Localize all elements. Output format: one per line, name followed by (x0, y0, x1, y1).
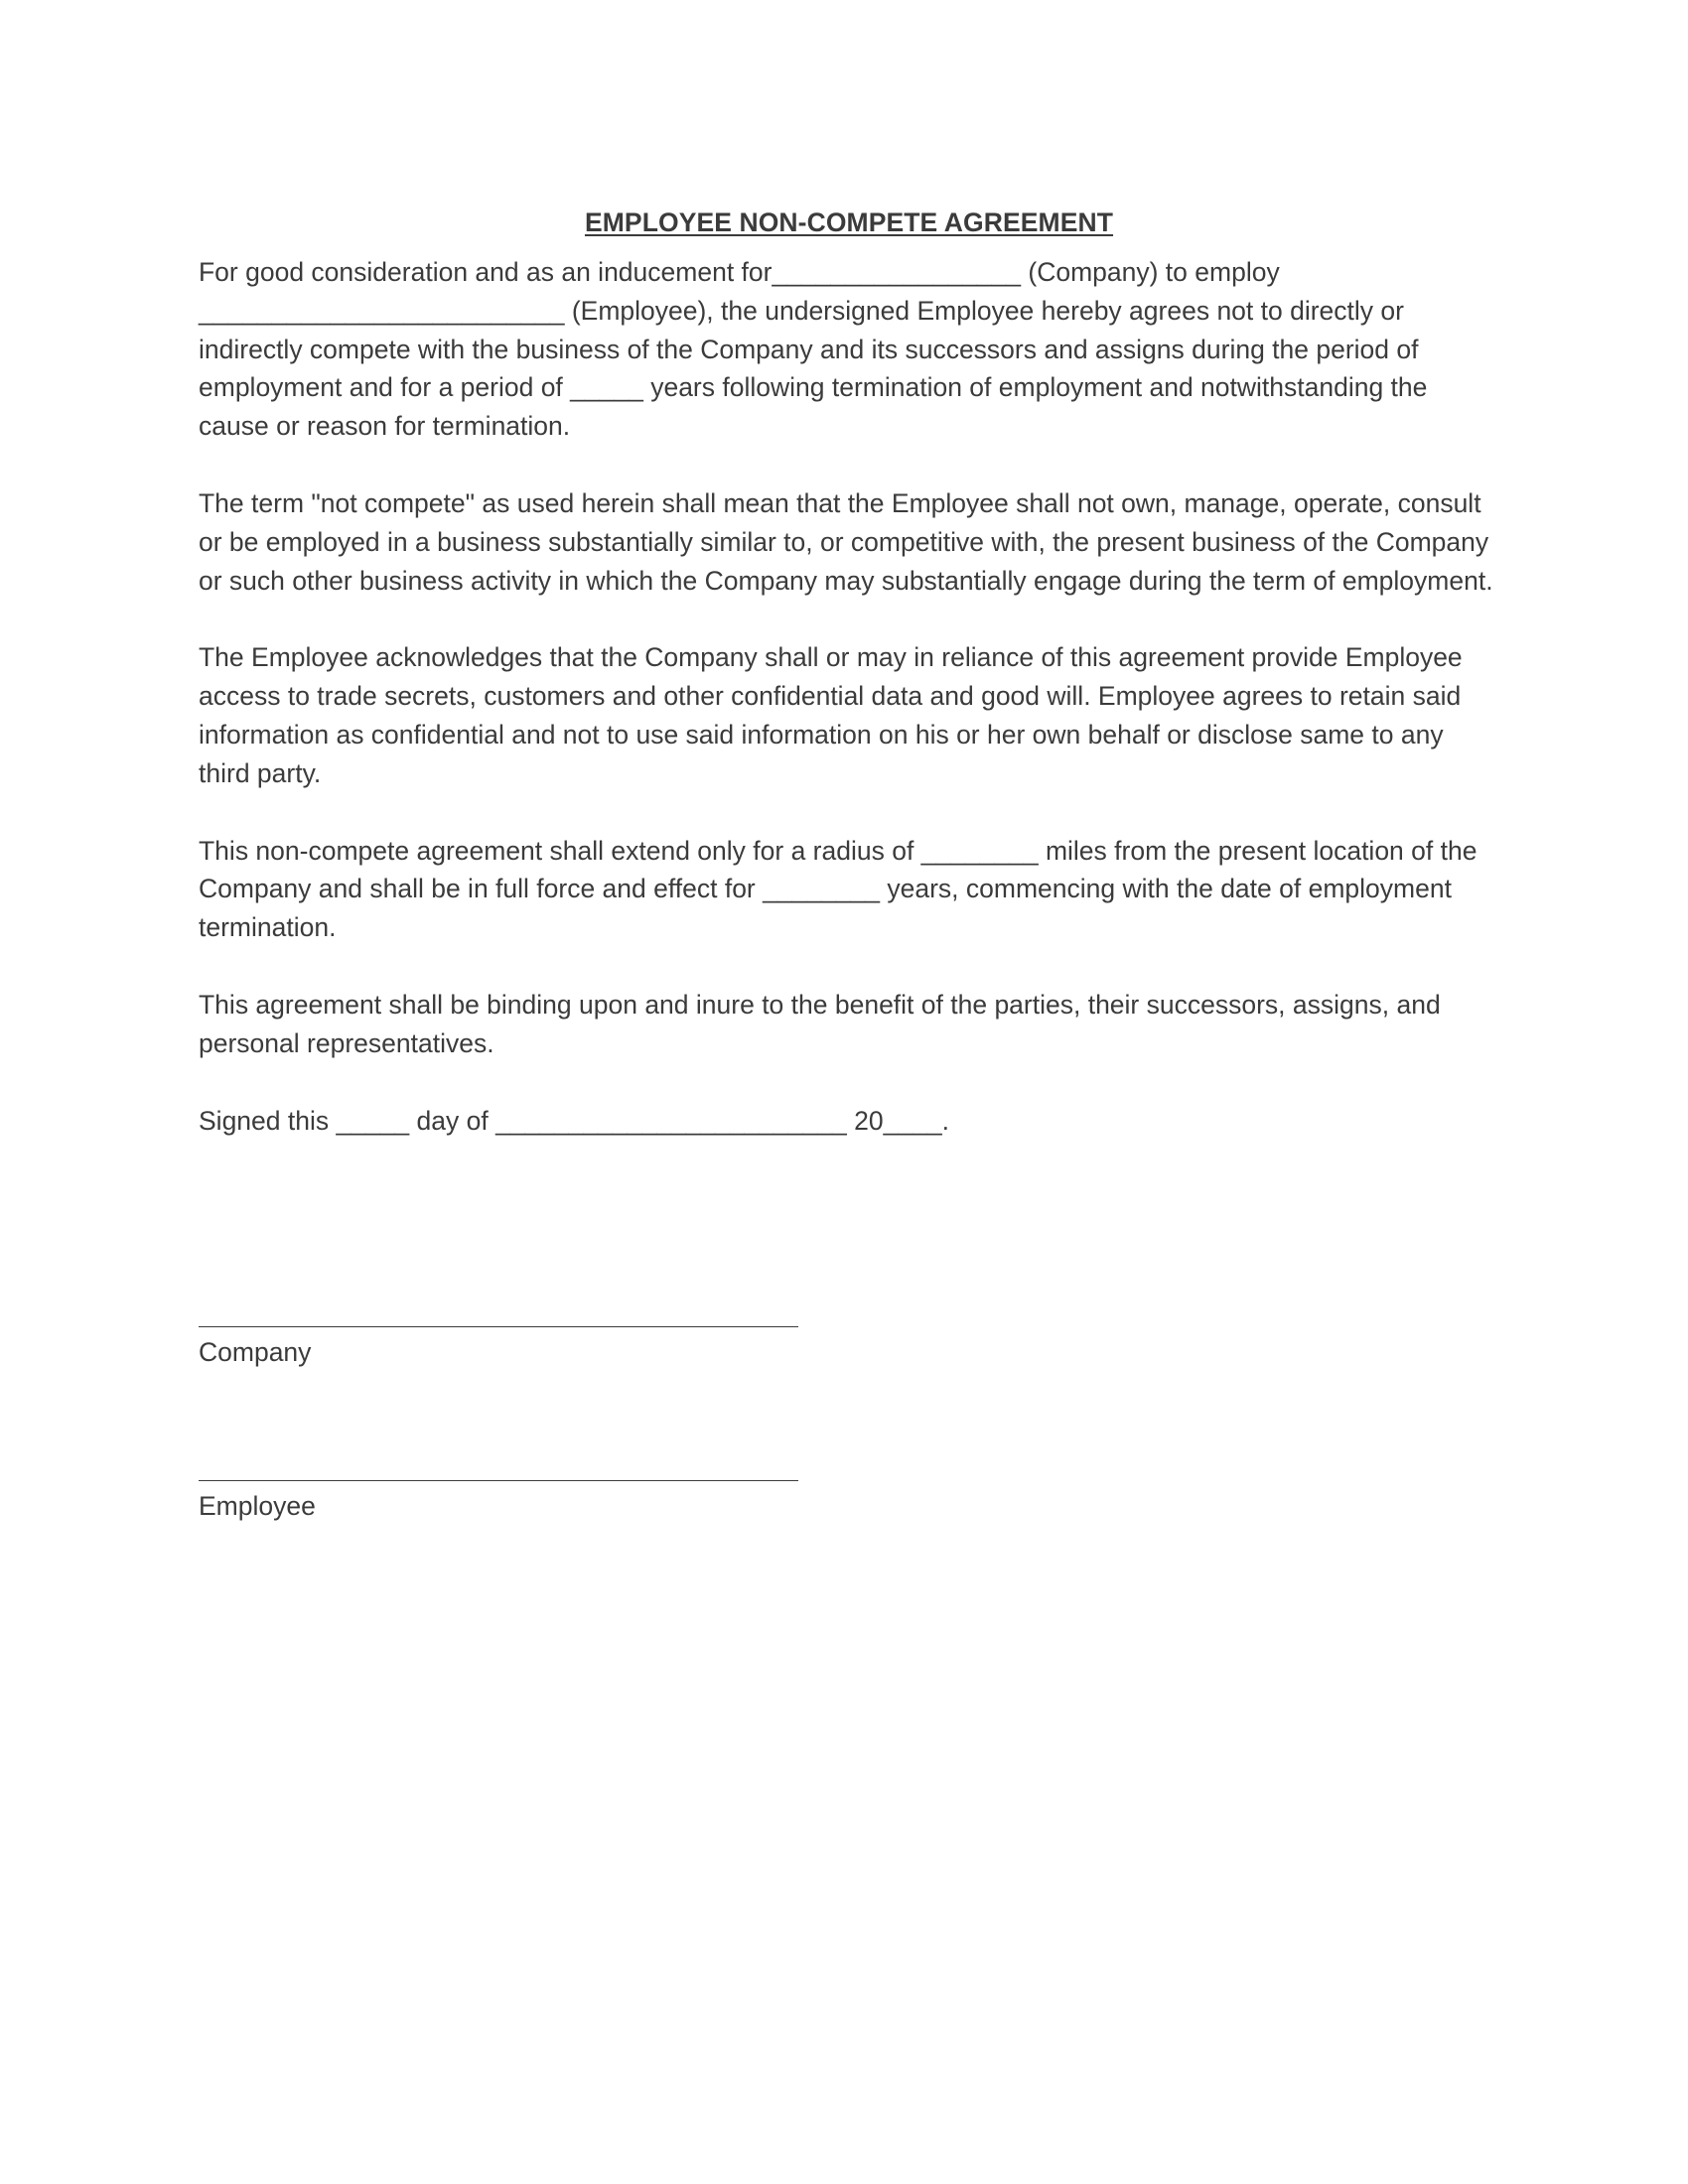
company-signature-label: Company (199, 1337, 312, 1367)
company-signature-block (199, 1326, 804, 1371)
paragraph-inducement: For good consideration and as an inducement for_________________ (Company) to employ _________________________ (Employee), the undersigned Employee hereby agrees not to directly or indirectly compete with the business of the Company and its successors and assigns during the period of employment and for a period of _____ years following termination of employment and notwithstanding the cause or reason for termination. (199, 257, 1428, 442)
agreement-document (199, 204, 1499, 1140)
paragraph-definition: The term "not compete" as used herein shall mean that the Employee shall not own, manage, operate, consult or be employed in a business substantially similar to, or competitive with, the present business of the Company or such other business activity in which the Company may substantially engage during the term of employment. (199, 487, 1493, 596)
employee-signature-block (199, 1480, 804, 1525)
employee-signature-label: Employee (199, 1491, 316, 1521)
paragraph-confidentiality: The Employee acknowledges that the Company shall or may in reliance of this agreement provide Employee access to trade secrets, customers and other confidential data and good will. Employee agrees to retain said information as confidential and not to use said information on his or her own behalf or disclose same to any third party. (199, 642, 1463, 788)
company-signature-line (199, 1326, 798, 1327)
paragraph-scope: This non-compete agreement shall extend only for a radius of ________ miles from the present location of the Company and shall be in full force and effect for ________ years, commencing with the date of employment termination. (199, 835, 1477, 943)
employee-signature-line (199, 1480, 798, 1481)
signed-date-line: Signed this _____ day of ________________________ 20____. (199, 1105, 949, 1136)
paragraph-binding: This agreement shall be binding upon and inure to the benefit of the parties, their successors, assigns, and personal representatives. (199, 989, 1441, 1058)
document-title: EMPLOYEE NON-COMPETE AGREEMENT (584, 207, 1114, 237)
